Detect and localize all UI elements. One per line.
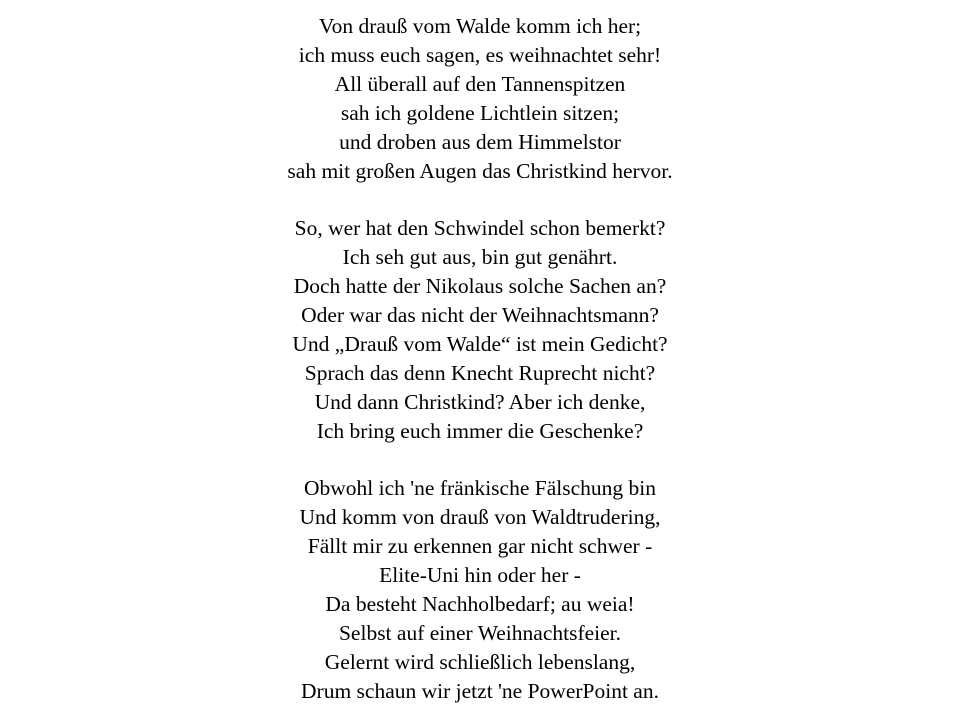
poem-line: All überall auf den Tannenspitzen [334,71,626,96]
stanza-2 [0,214,960,445]
poem-line: Doch hatte der Nikolaus solche Sachen an? [293,274,667,299]
poem-line: So, wer hat den Schwindel schon bemerkt? [294,216,666,241]
poem-line: Von drauß vom Walde komm ich her; [318,14,642,38]
poem-line: Oder war das nicht der Weihnachtsmann? [301,303,659,328]
poem-line: sah mit großen Augen das Christkind hervor. [287,158,673,183]
poem-line: Und dann Christkind? Aber ich denke, [314,389,646,414]
poem-line: ich muss euch sagen, es weihnachtet sehr! [298,42,662,67]
poem-line: sah ich goldene Lichtlein sitzen; [340,100,620,125]
stanza-3 [0,474,960,705]
stanza-1 [0,12,960,185]
poem-line: Ich seh gut aus, bin gut genährt. [342,245,618,270]
poem-line: und droben aus dem Himmelstor [339,129,621,154]
poem-line: Selbst auf einer Weihnachtsfeier. [338,621,622,645]
poem-line: Fällt mir zu erkennen gar nicht schwer - [307,534,653,559]
poem-line: Ich bring euch immer die Geschenke? [316,418,644,443]
poem-line: Und „Drauß vom Walde“ ist mein Gedicht? [292,331,668,356]
poem-line: Elite-Uni hin oder her - [379,563,581,588]
poem-line: Obwohl ich 'ne fränkische Fälschung bin [304,476,656,501]
poem-line: Drum schaun wir jetzt 'ne PowerPoint an. [301,678,659,703]
poem-line: Da besteht Nachholbedarf; au weia! [325,592,635,617]
poem-line: Und komm von drauß von Waldtrudering, [299,505,661,530]
poem-line: Gelernt wird schließlich lebenslang, [324,649,636,674]
poem [0,12,960,706]
poem-line: Sprach das denn Knecht Ruprecht nicht? [304,360,656,385]
